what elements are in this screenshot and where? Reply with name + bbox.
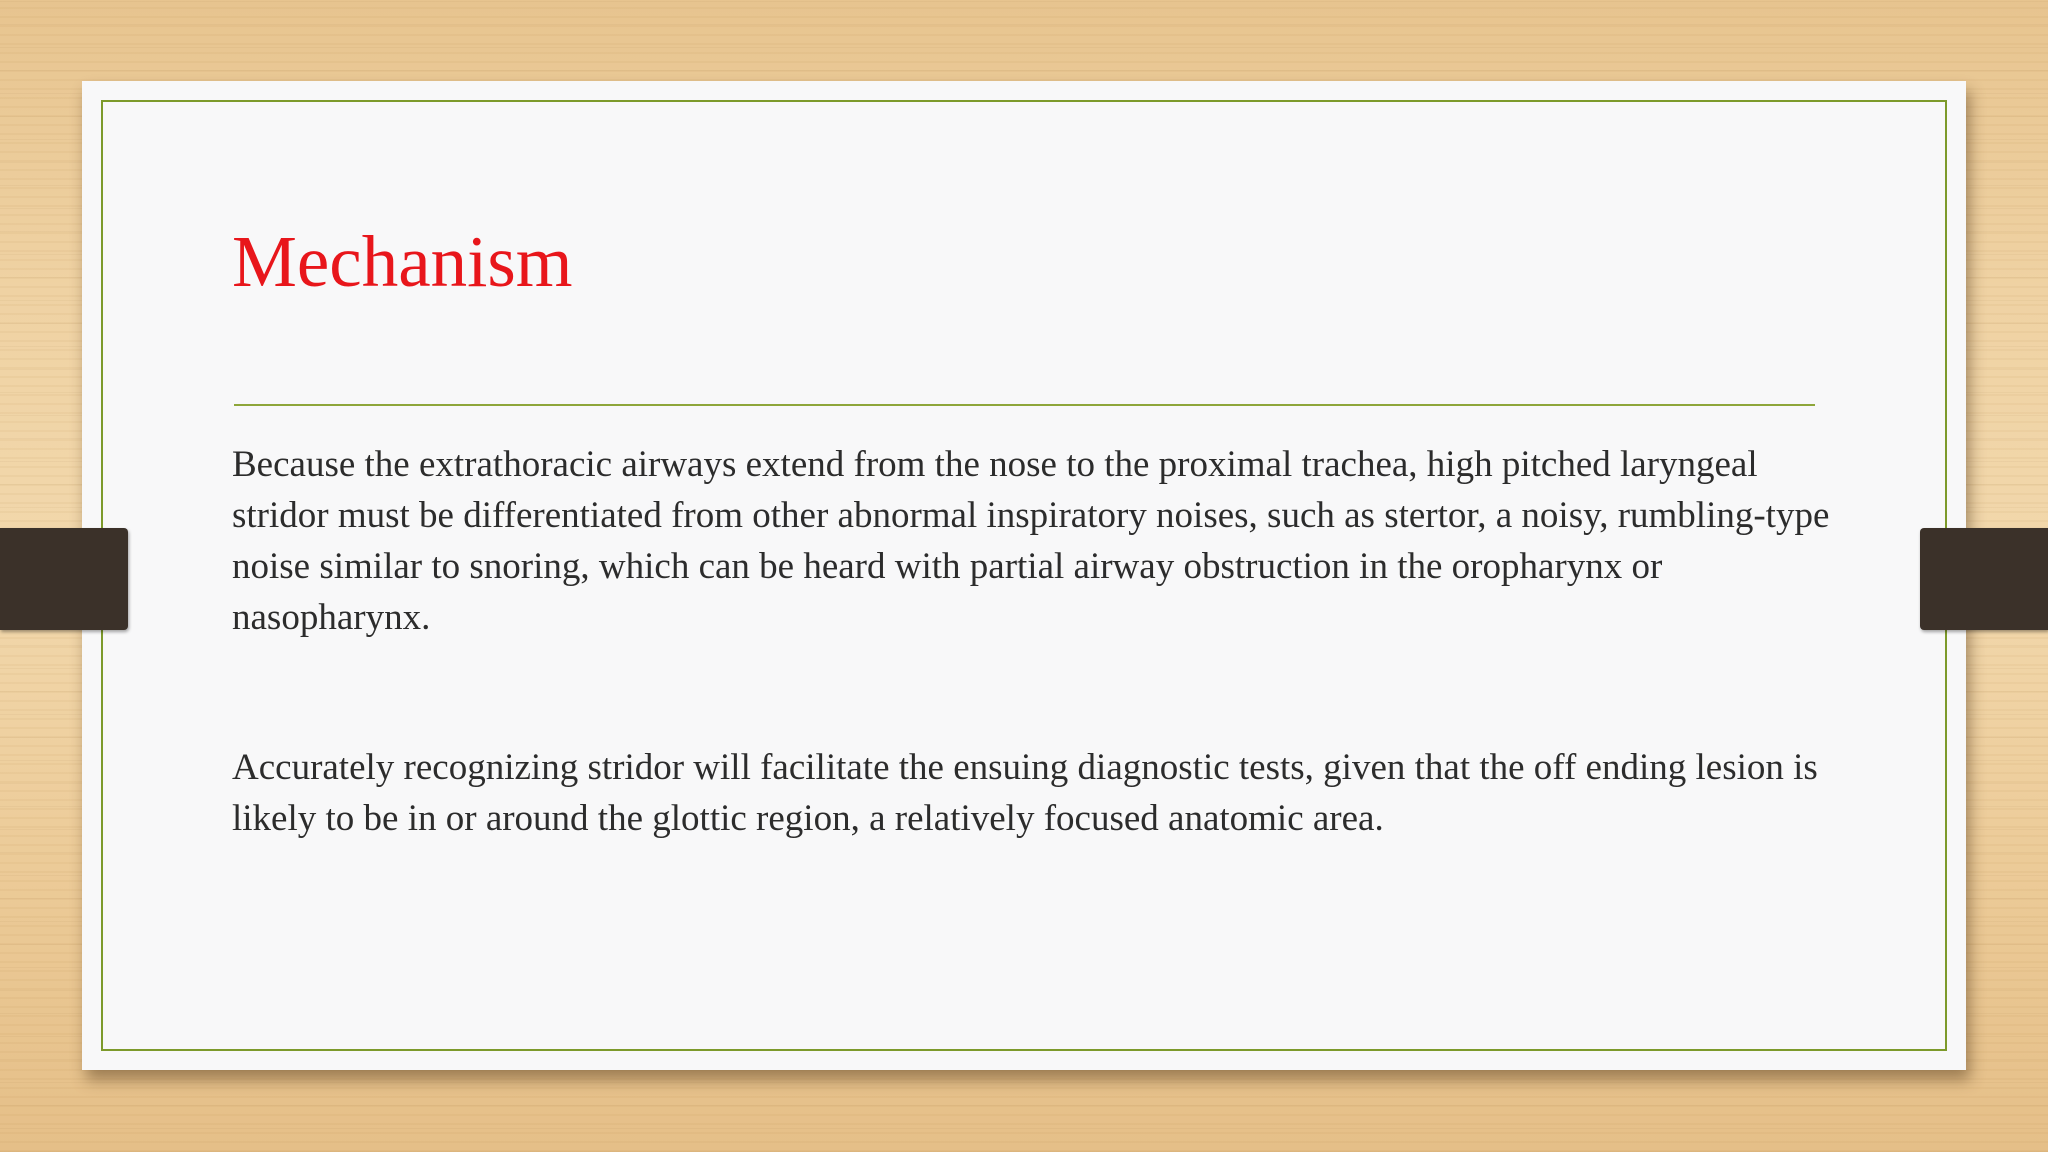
right-binder-clip — [1920, 528, 2048, 630]
left-binder-clip — [0, 528, 128, 630]
body-paragraph-2: Accurately recognizing stridor will facilitate the ensuing diagnostic tests, given that the off ending lesion is likely to be in or around the glottic region, a relatively focused anatomic area. — [232, 747, 1818, 839]
title-divider — [234, 404, 1815, 406]
body-paragraph-1: Because the extrathoracic airways extend from the nose to the proximal trachea, high pitched laryngeal stridor must be differentiated from other abnormal inspiratory noises, such as stertor, a noisy, rumbling-type noise similar to snoring, which can be heard with partial airway obstruction in the oropharynx or nasopharynx. — [232, 444, 1830, 638]
slide-title: Mechanism — [232, 221, 573, 302]
